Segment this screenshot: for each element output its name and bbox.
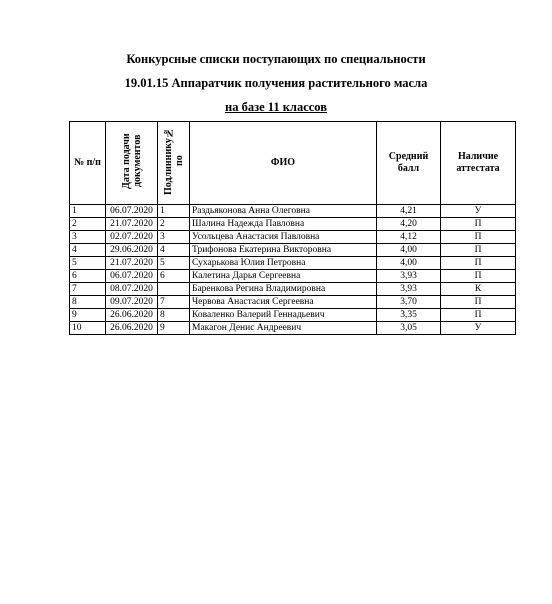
table-row — [70, 309, 516, 322]
cell-certificate: П — [441, 309, 516, 322]
cell-num: 3 — [70, 231, 106, 244]
cell-num: 2 — [70, 218, 106, 231]
cell-date: 21.07.2020 — [106, 218, 158, 231]
cell-date: 09.07.2020 — [106, 296, 158, 309]
cell-certificate: К — [441, 283, 516, 296]
header-certificate: Наличие аттестата — [441, 122, 516, 205]
table-row — [70, 322, 516, 335]
cell-score: 4,12 — [377, 231, 441, 244]
cell-fio: Макагон Денис Андреевич — [190, 322, 377, 335]
header-date — [106, 122, 158, 205]
header-fio: ФИО — [190, 122, 377, 205]
cell-original: 1 — [158, 205, 190, 218]
table-row — [70, 244, 516, 257]
cell-num: 10 — [70, 322, 106, 335]
cell-certificate: П — [441, 218, 516, 231]
table-header-row — [70, 122, 516, 205]
table-row — [70, 231, 516, 244]
table-body — [70, 205, 516, 335]
cell-date: 02.07.2020 — [106, 231, 158, 244]
cell-fio: Баренкова Регина Владимировна — [190, 283, 377, 296]
table-row — [70, 218, 516, 231]
document-title-line2: 19.01.15 Аппаратчик получения растительного масла — [124, 76, 428, 90]
document-title-line3: на базе 11 классов — [225, 100, 327, 114]
cell-original: 4 — [158, 244, 190, 257]
cell-num: 9 — [70, 309, 106, 322]
cell-score: 3,93 — [377, 270, 441, 283]
cell-score: 3,05 — [377, 322, 441, 335]
cell-fio: Сухарькова Юлия Петровна — [190, 257, 377, 270]
cell-score: 4,00 — [377, 257, 441, 270]
table-row — [70, 257, 516, 270]
cell-fio: Коваленко Валерий Геннадьевич — [190, 309, 377, 322]
header-original — [158, 122, 190, 205]
cell-original: 6 — [158, 270, 190, 283]
cell-certificate: У — [441, 205, 516, 218]
cell-certificate: П — [441, 257, 516, 270]
cell-fio: Раздьяконова Анна Олеговна — [190, 205, 377, 218]
cell-original — [158, 283, 190, 296]
cell-certificate: У — [441, 322, 516, 335]
header-date-label: Дата подачи документов — [120, 133, 143, 189]
applicants-table — [69, 121, 516, 335]
cell-certificate: П — [441, 231, 516, 244]
cell-score: 4,21 — [377, 205, 441, 218]
cell-date: 26.06.2020 — [106, 322, 158, 335]
cell-num: 5 — [70, 257, 106, 270]
cell-original: 3 — [158, 231, 190, 244]
cell-date: 26.06.2020 — [106, 309, 158, 322]
cell-date: 06.07.2020 — [106, 205, 158, 218]
table-row — [70, 205, 516, 218]
header-num: № п/п — [70, 122, 106, 205]
cell-fio: Червова Анастасия Сергеевна — [190, 296, 377, 309]
cell-original: 2 — [158, 218, 190, 231]
header-original-label: Подлиннику№ по — [162, 127, 185, 195]
cell-score: 4,20 — [377, 218, 441, 231]
cell-certificate: П — [441, 296, 516, 309]
cell-original: 8 — [158, 309, 190, 322]
table-row — [70, 283, 516, 296]
cell-date: 08.07.2020 — [106, 283, 158, 296]
cell-num: 6 — [70, 270, 106, 283]
cell-score: 3,70 — [377, 296, 441, 309]
cell-date: 21.07.2020 — [106, 257, 158, 270]
table-row — [70, 296, 516, 309]
cell-score: 3,35 — [377, 309, 441, 322]
cell-original: 7 — [158, 296, 190, 309]
cell-original: 9 — [158, 322, 190, 335]
cell-num: 8 — [70, 296, 106, 309]
table-row — [70, 270, 516, 283]
cell-original: 5 — [158, 257, 190, 270]
cell-fio: Калетина Дарья Сергеевна — [190, 270, 377, 283]
cell-fio: Усольцева Анастасия Павловна — [190, 231, 377, 244]
cell-score: 4,00 — [377, 244, 441, 257]
cell-certificate: П — [441, 244, 516, 257]
cell-fio: Трифонова Екатерина Викторовна — [190, 244, 377, 257]
cell-certificate: П — [441, 270, 516, 283]
cell-date: 29.06.2020 — [106, 244, 158, 257]
cell-num: 4 — [70, 244, 106, 257]
cell-fio: Шалина Надежда Павловна — [190, 218, 377, 231]
cell-score: 3,93 — [377, 283, 441, 296]
cell-num: 7 — [70, 283, 106, 296]
cell-num: 1 — [70, 205, 106, 218]
document-title-line1: Конкурсные списки поступающих по специальности — [126, 52, 426, 66]
cell-date: 06.07.2020 — [106, 270, 158, 283]
header-score: Средний балл — [377, 122, 441, 205]
